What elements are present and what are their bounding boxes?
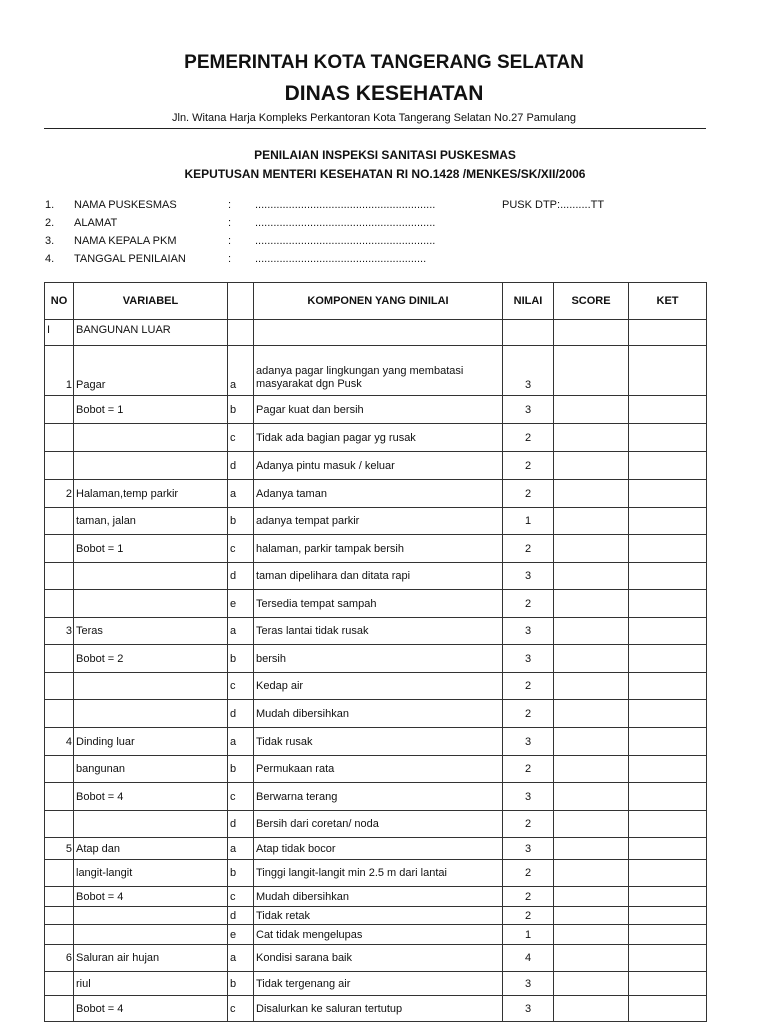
cell-score[interactable] xyxy=(554,396,629,424)
info-colon: : xyxy=(228,217,232,229)
cell-score[interactable] xyxy=(554,945,629,972)
address-line: Jln. Witana Harja Kompleks Perkantoran Kota Tangerang Selatan No.27 Pamulang xyxy=(172,112,576,124)
cell-nilai: 3 xyxy=(503,618,554,645)
cell-variabel: Dinding luar xyxy=(74,728,228,756)
cell-nilai: 3 xyxy=(503,645,554,673)
table-row xyxy=(45,645,707,673)
cell-sub: c xyxy=(228,783,254,811)
cell-komponen: halaman, parkir tampak bersih xyxy=(254,535,503,563)
cell-variabel: Halaman,temp parkir xyxy=(74,480,228,508)
cell-sub: a xyxy=(228,728,254,756)
col-header-variabel: VARIABEL xyxy=(74,283,228,320)
info-number: 1. xyxy=(45,199,55,211)
cell-komponen: bersih xyxy=(254,645,503,673)
cell-ket[interactable] xyxy=(629,925,707,945)
cell-score[interactable] xyxy=(554,480,629,508)
cell-no xyxy=(45,700,74,728)
cell-sub: c xyxy=(228,424,254,452)
cell-komponen: Adanya taman xyxy=(254,480,503,508)
cell-ket[interactable] xyxy=(629,673,707,700)
cell-sub: c xyxy=(228,887,254,907)
cell-score[interactable] xyxy=(554,907,629,925)
cell-ket[interactable] xyxy=(629,907,707,925)
col-header-nilai: NILAI xyxy=(503,283,554,320)
cell-no: 2 xyxy=(45,480,74,508)
cell-no xyxy=(45,508,74,535)
table-row xyxy=(45,838,707,860)
cell-nilai: 2 xyxy=(503,756,554,783)
table-row xyxy=(45,396,707,424)
cell-ket[interactable] xyxy=(629,972,707,996)
cell-score[interactable] xyxy=(554,728,629,756)
cell-komponen: Adanya pintu masuk / keluar xyxy=(254,452,503,480)
cell-no xyxy=(45,645,74,673)
cell-variabel: Bobot = 4 xyxy=(74,783,228,811)
cell-nilai: 3 xyxy=(503,838,554,860)
cell-ket[interactable] xyxy=(629,756,707,783)
cell-ket[interactable] xyxy=(629,346,707,396)
table-row xyxy=(45,756,707,783)
cell-nilai: 3 xyxy=(503,783,554,811)
info-value-blank[interactable]: ........................................................ xyxy=(255,253,427,265)
table-row xyxy=(45,673,707,700)
table-row xyxy=(45,945,707,972)
col-header-ket: KET xyxy=(629,283,707,320)
cell-nilai: 3 xyxy=(503,996,554,1022)
cell-nilai: 2 xyxy=(503,887,554,907)
cell-sub: c xyxy=(228,673,254,700)
government-title: PEMERINTAH KOTA TANGERANG SELATAN xyxy=(184,52,584,73)
cell-no: 1 xyxy=(45,346,74,396)
cell-score[interactable] xyxy=(554,996,629,1022)
info-label: TANGGAL PENILAIAN xyxy=(74,253,186,265)
cell-ket[interactable] xyxy=(629,452,707,480)
cell-variabel xyxy=(74,424,228,452)
cell-no xyxy=(45,860,74,887)
cell-score[interactable] xyxy=(554,535,629,563)
cell-score[interactable] xyxy=(554,811,629,838)
cell-ket[interactable] xyxy=(629,618,707,645)
cell-nilai: 3 xyxy=(503,563,554,590)
cell-score[interactable] xyxy=(554,563,629,590)
cell-komponen: Tidak tergenang air xyxy=(254,972,503,996)
cell-variabel: bangunan xyxy=(74,756,228,783)
cell-no xyxy=(45,396,74,424)
cell-ket[interactable] xyxy=(629,783,707,811)
cell-komponen: Tidak rusak xyxy=(254,728,503,756)
cell-nilai: 2 xyxy=(503,590,554,618)
form-title: PENILAIAN INSPEKSI SANITASI PUSKESMAS xyxy=(254,148,516,162)
cell-variabel xyxy=(74,811,228,838)
table-row xyxy=(45,907,707,925)
cell-ket[interactable] xyxy=(629,838,707,860)
cell-no: 5 xyxy=(45,838,74,860)
cell-sub: b xyxy=(228,860,254,887)
cell-no xyxy=(45,907,74,925)
cell-ket[interactable] xyxy=(629,811,707,838)
cell-ket[interactable] xyxy=(629,563,707,590)
cell-sub: b xyxy=(228,645,254,673)
cell-komponen: Teras lantai tidak rusak xyxy=(254,618,503,645)
cell-variabel xyxy=(74,590,228,618)
table-row xyxy=(45,811,707,838)
cell-komponen: Kedap air xyxy=(254,673,503,700)
cell-sub: d xyxy=(228,907,254,925)
cell-komponen: Tinggi langit-langit min 2.5 m dari lantai xyxy=(254,860,503,887)
table-row xyxy=(45,320,707,346)
cell-sub: c xyxy=(228,535,254,563)
cell-komponen: Bersih dari coretan/ noda xyxy=(254,811,503,838)
cell-komponen: Tidak retak xyxy=(254,907,503,925)
cell-komponen: Tersedia tempat sampah xyxy=(254,590,503,618)
cell-score[interactable] xyxy=(554,783,629,811)
cell-nilai: 3 xyxy=(503,396,554,424)
col-header-komponen: KOMPONEN YANG DINILAI xyxy=(254,283,503,320)
cell-ket[interactable] xyxy=(629,700,707,728)
table-row xyxy=(45,563,707,590)
cell-variabel: Bobot = 4 xyxy=(74,996,228,1022)
cell-variabel: Teras xyxy=(74,618,228,645)
cell-no xyxy=(45,590,74,618)
cell-score[interactable] xyxy=(554,925,629,945)
cell-nilai: 2 xyxy=(503,811,554,838)
cell-nilai: 1 xyxy=(503,925,554,945)
cell-no: 6 xyxy=(45,945,74,972)
cell-variabel: Bobot = 4 xyxy=(74,887,228,907)
cell-komponen: Tidak ada bagian pagar yg rusak xyxy=(254,424,503,452)
cell-variabel: langit-langit xyxy=(74,860,228,887)
cell-score[interactable] xyxy=(554,320,629,346)
info-label: NAMA KEPALA PKM xyxy=(74,235,177,247)
decree-reference: KEPUTUSAN MENTERI KESEHATAN RI NO.1428 /MENKES/SK/XII/2006 xyxy=(184,167,586,181)
table-row xyxy=(45,783,707,811)
cell-variabel xyxy=(74,452,228,480)
col-header-sub xyxy=(228,283,254,320)
cell-ket[interactable] xyxy=(629,590,707,618)
cell-nilai: 1 xyxy=(503,508,554,535)
cell-variabel: BANGUNAN LUAR xyxy=(74,320,228,346)
cell-no xyxy=(45,996,74,1022)
info-number: 4. xyxy=(45,253,55,265)
cell-score[interactable] xyxy=(554,452,629,480)
info-colon: : xyxy=(228,235,232,247)
cell-no xyxy=(45,424,74,452)
cell-sub: b xyxy=(228,508,254,535)
cell-komponen: adanya tempat parkir xyxy=(254,508,503,535)
cell-variabel xyxy=(74,925,228,945)
cell-no xyxy=(45,535,74,563)
info-value-blank[interactable]: ........................................................... xyxy=(255,217,436,229)
cell-sub: a xyxy=(228,480,254,508)
cell-komponen: Berwarna terang xyxy=(254,783,503,811)
info-value-blank[interactable]: ........................................................... xyxy=(255,199,436,211)
cell-variabel xyxy=(74,563,228,590)
cell-ket[interactable] xyxy=(629,396,707,424)
cell-sub: b xyxy=(228,756,254,783)
cell-ket[interactable] xyxy=(629,508,707,535)
cell-sub: e xyxy=(228,925,254,945)
info-value-blank[interactable]: ........................................................... xyxy=(255,235,436,247)
cell-nilai: 2 xyxy=(503,860,554,887)
cell-nilai: 2 xyxy=(503,673,554,700)
table-row xyxy=(45,346,707,396)
cell-nilai: 3 xyxy=(503,972,554,996)
cell-ket[interactable] xyxy=(629,860,707,887)
cell-no: I xyxy=(45,320,74,346)
cell-komponen: Pagar kuat dan bersih xyxy=(254,396,503,424)
cell-komponen: taman dipelihara dan ditata rapi xyxy=(254,563,503,590)
cell-nilai: 2 xyxy=(503,907,554,925)
table-row xyxy=(45,508,707,535)
cell-ket[interactable] xyxy=(629,996,707,1022)
cell-komponen: Permukaan rata xyxy=(254,756,503,783)
cell-nilai: 2 xyxy=(503,535,554,563)
cell-ket[interactable] xyxy=(629,320,707,346)
cell-komponen: Kondisi sarana baik xyxy=(254,945,503,972)
table-row xyxy=(45,590,707,618)
info-label: NAMA PUSKESMAS xyxy=(74,199,177,211)
cell-variabel: Pagar xyxy=(74,346,228,396)
cell-nilai: 2 xyxy=(503,424,554,452)
col-header-score: SCORE xyxy=(554,283,629,320)
cell-nilai: 3 xyxy=(503,346,554,396)
header-divider xyxy=(44,128,706,129)
cell-nilai: 2 xyxy=(503,452,554,480)
cell-no xyxy=(45,452,74,480)
cell-no: 4 xyxy=(45,728,74,756)
cell-score[interactable] xyxy=(554,346,629,396)
cell-variabel xyxy=(74,700,228,728)
cell-sub xyxy=(228,320,254,346)
cell-ket[interactable] xyxy=(629,424,707,452)
cell-sub: a xyxy=(228,945,254,972)
cell-sub: e xyxy=(228,590,254,618)
cell-ket[interactable] xyxy=(629,887,707,907)
inspection-table xyxy=(44,282,707,1022)
cell-ket[interactable] xyxy=(629,535,707,563)
table-row xyxy=(45,728,707,756)
table-row xyxy=(45,480,707,508)
cell-score[interactable] xyxy=(554,887,629,907)
cell-variabel: Saluran air hujan xyxy=(74,945,228,972)
cell-no xyxy=(45,783,74,811)
info-colon: : xyxy=(228,253,232,265)
table-row xyxy=(45,452,707,480)
cell-no: 3 xyxy=(45,618,74,645)
cell-ket[interactable] xyxy=(629,945,707,972)
cell-no xyxy=(45,811,74,838)
cell-score[interactable] xyxy=(554,424,629,452)
cell-komponen: Mudah dibersihkan xyxy=(254,700,503,728)
cell-sub: d xyxy=(228,563,254,590)
table-row xyxy=(45,618,707,645)
cell-komponen xyxy=(254,320,503,346)
cell-variabel: Bobot = 2 xyxy=(74,645,228,673)
cell-score[interactable] xyxy=(554,700,629,728)
info-number: 3. xyxy=(45,235,55,247)
cell-variabel: Atap dan xyxy=(74,838,228,860)
cell-no xyxy=(45,925,74,945)
cell-score[interactable] xyxy=(554,508,629,535)
agency-title: DINAS KESEHATAN xyxy=(284,82,484,105)
table-row xyxy=(45,925,707,945)
table-row xyxy=(45,535,707,563)
cell-komponen: Cat tidak mengelupas xyxy=(254,925,503,945)
cell-score[interactable] xyxy=(554,756,629,783)
cell-sub: d xyxy=(228,811,254,838)
cell-ket[interactable] xyxy=(629,728,707,756)
cell-score[interactable] xyxy=(554,838,629,860)
cell-sub: d xyxy=(228,452,254,480)
cell-variabel: taman, jalan xyxy=(74,508,228,535)
table-row xyxy=(45,860,707,887)
cell-nilai: 4 xyxy=(503,945,554,972)
cell-ket[interactable] xyxy=(629,645,707,673)
cell-komponen: Disalurkan ke saluran tertutup xyxy=(254,996,503,1022)
cell-nilai: 2 xyxy=(503,700,554,728)
cell-komponen: Mudah dibersihkan xyxy=(254,887,503,907)
cell-nilai: 2 xyxy=(503,480,554,508)
cell-sub: a xyxy=(228,618,254,645)
cell-sub: b xyxy=(228,396,254,424)
cell-sub: b xyxy=(228,972,254,996)
cell-no xyxy=(45,563,74,590)
pusk-dtp-field[interactable]: PUSK DTP:..........TT xyxy=(502,199,605,211)
info-label: ALAMAT xyxy=(74,217,118,229)
cell-komponen: adanya pagar lingkungan yang membatasi masyarakat dgn Pusk xyxy=(254,346,503,396)
cell-variabel: Bobot = 1 xyxy=(74,535,228,563)
cell-nilai xyxy=(503,320,554,346)
cell-ket[interactable] xyxy=(629,480,707,508)
cell-variabel: riul xyxy=(74,972,228,996)
table-row xyxy=(45,996,707,1022)
cell-no xyxy=(45,756,74,783)
info-number: 2. xyxy=(45,217,55,229)
cell-score[interactable] xyxy=(554,590,629,618)
cell-no xyxy=(45,972,74,996)
cell-variabel xyxy=(74,907,228,925)
cell-score[interactable] xyxy=(554,618,629,645)
cell-sub: d xyxy=(228,700,254,728)
cell-score[interactable] xyxy=(554,860,629,887)
cell-sub: c xyxy=(228,996,254,1022)
cell-sub: a xyxy=(228,838,254,860)
col-header-no: NO xyxy=(45,283,74,320)
cell-no xyxy=(45,887,74,907)
cell-variabel xyxy=(74,673,228,700)
table-row xyxy=(45,700,707,728)
table-row xyxy=(45,972,707,996)
info-colon: : xyxy=(228,199,232,211)
cell-komponen: Atap tidak bocor xyxy=(254,838,503,860)
table-header-row xyxy=(45,283,707,320)
table-row xyxy=(45,424,707,452)
cell-score[interactable] xyxy=(554,673,629,700)
cell-score[interactable] xyxy=(554,645,629,673)
cell-no xyxy=(45,673,74,700)
table-row xyxy=(45,887,707,907)
cell-score[interactable] xyxy=(554,972,629,996)
cell-variabel: Bobot = 1 xyxy=(74,396,228,424)
cell-nilai: 3 xyxy=(503,728,554,756)
cell-sub: a xyxy=(228,346,254,396)
